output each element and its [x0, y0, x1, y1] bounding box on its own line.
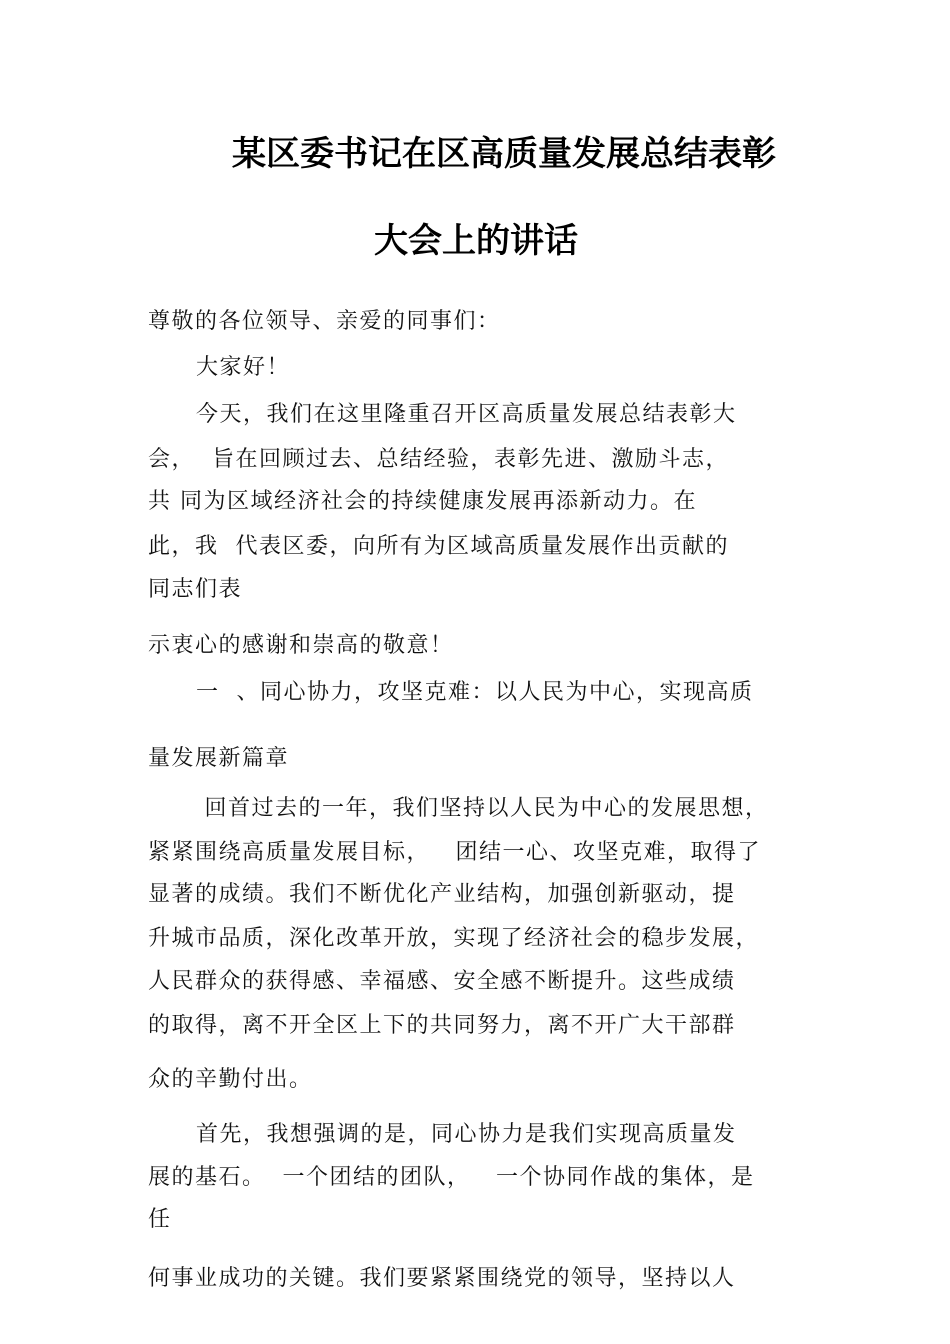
paragraph-line: 会， 旨在回顾过去、总结经验，表彰先进、激励斗志，	[148, 447, 729, 472]
paragraph-line: 何事业成功的关键。我们要紧紧围绕党的领导，坚持以人	[148, 1266, 736, 1291]
section-heading-line: 量发展新篇章	[148, 746, 290, 771]
paragraph-line: 人民群众的获得感、幸福感、安全感不断提升。这些成绩	[148, 969, 736, 994]
paragraph-line: 升城市品质，深化改革开放，实现了经济社会的稳步发展，	[148, 926, 760, 951]
paragraph-line: 的取得，离不开全区上下的共同努力，离不开广大干部群	[148, 1013, 736, 1038]
paragraph-line: 同志们表	[148, 577, 243, 602]
paragraph-line: 显著的成绩。我们不断优化产业结构，加强创新驱动，提	[148, 882, 736, 907]
paragraph-line: 今天，我们在这里隆重召开区高质量发展总结表彰大	[196, 402, 737, 427]
paragraph-line: 任	[148, 1207, 172, 1232]
paragraph-line: 回首过去的一年，我们坚持以人民为中心的发展思想，	[196, 796, 769, 821]
paragraph-line: 首先，我想强调的是，同心协力是我们实现高质量发	[196, 1122, 737, 1147]
paragraph-line: 紧紧围绕高质量发展目标， 团结一心、攻坚克难，取得了	[148, 840, 761, 865]
paragraph-line: 此，我 代表区委，向所有为区域高质量发展作出贡献的	[148, 534, 729, 559]
paragraph-line: 展的基石。 一个团结的团队， 一个协同作战的集体，是	[148, 1165, 755, 1190]
paragraph-line: 共 同为区域经济社会的持续健康发展再添新动力。在	[148, 489, 697, 514]
document-title-line-1: 某区委书记在区高质量发展总结表彰	[232, 134, 776, 174]
section-heading-line: 一 、同心协力，攻坚克难：以人民为中心，实现高质	[196, 680, 754, 705]
document-title-line-2: 大会上的讲话	[374, 221, 578, 261]
paragraph-line: 示衷心的感谢和崇高的敬意！	[148, 633, 454, 658]
salutation: 尊敬的各位领导、亲爱的同事们：	[148, 309, 501, 334]
greeting: 大家好！	[196, 355, 291, 380]
paragraph-line: 众的辛勤付出。	[148, 1067, 313, 1092]
